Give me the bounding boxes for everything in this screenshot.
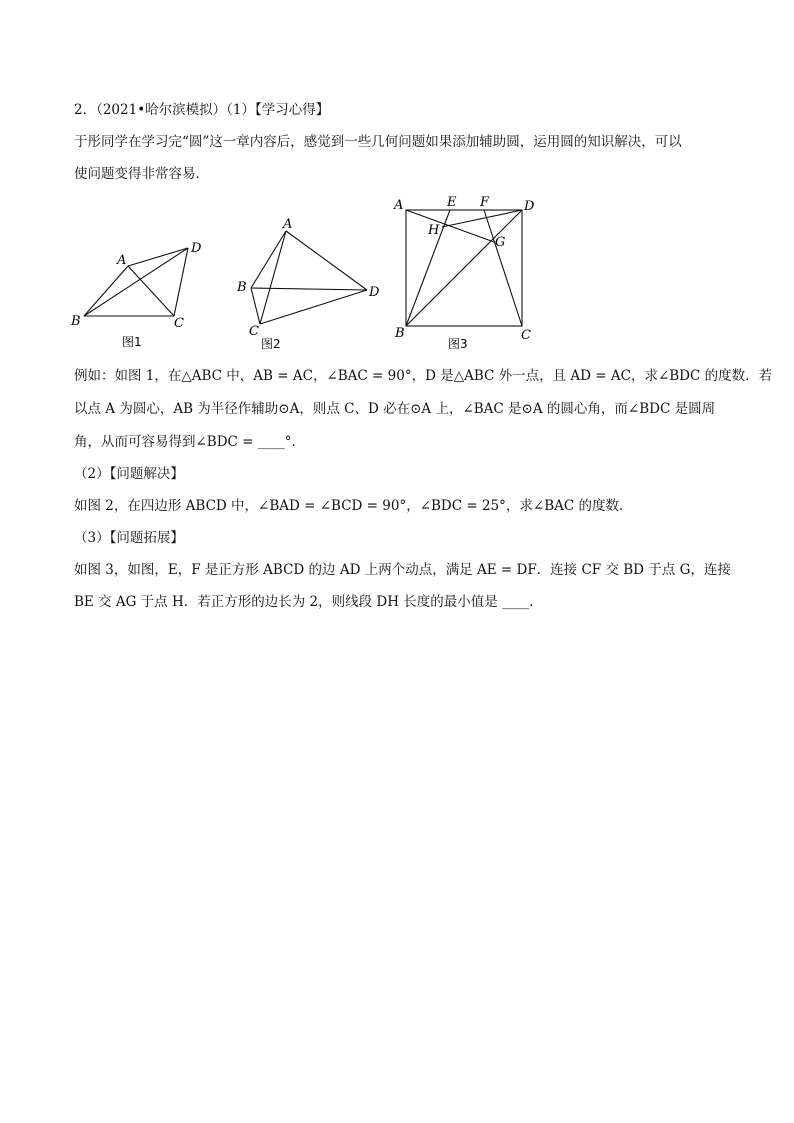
segment-AD bbox=[286, 231, 367, 290]
segment-CF bbox=[484, 210, 522, 326]
label-A: A bbox=[283, 217, 293, 232]
label-B: B bbox=[395, 326, 405, 341]
label-B: B bbox=[237, 280, 247, 295]
part3-header: （3）【问题拓展】 bbox=[74, 530, 184, 546]
label-H: H bbox=[428, 223, 440, 238]
example-line-3: 角，从而可容易得到∠BDC = ____°． bbox=[74, 434, 306, 450]
segment-BD bbox=[84, 248, 188, 316]
intro-line-2: 使问题变得非常容易． bbox=[74, 166, 209, 182]
figure-1 bbox=[68, 234, 218, 354]
label-F: F bbox=[480, 195, 490, 210]
segment-AG bbox=[406, 210, 494, 242]
label-D: D bbox=[524, 199, 535, 214]
label-C: C bbox=[174, 316, 184, 331]
label-A: A bbox=[394, 198, 404, 213]
problem-header: 2．（2021•哈尔滨模拟）（1）【学习心得】 bbox=[74, 102, 330, 118]
segment-BC bbox=[251, 288, 260, 324]
label-G: G bbox=[495, 235, 506, 250]
figure-3 bbox=[390, 192, 550, 357]
segment-HD bbox=[442, 210, 522, 227]
part2-text: 如图 2，在四边形 ABCD 中，∠BAD = ∠BCD = 90°，∠BDC = 25°，求∠BAC 的度数． bbox=[74, 498, 633, 514]
part3-text-1: 如图 3，如图，E，F 是正方形 ABCD 的边 AD 上两个动点，满足 AE = DF．连接 CF 交 BD 于点 G，连接 bbox=[74, 562, 731, 578]
label-D: D bbox=[369, 285, 380, 300]
label-D: D bbox=[191, 241, 202, 256]
part2-header: （2）【问题解决】 bbox=[74, 466, 184, 482]
segment-CD bbox=[260, 290, 367, 324]
label-B: B bbox=[71, 314, 81, 329]
label-E: E bbox=[447, 195, 457, 210]
example-line-1: 例如：如图 1，在△ABC 中，AB = AC，∠BAC = 90°，D 是△ABC 外一点，且 AD = AC，求∠BDC 的度数．若 bbox=[74, 368, 773, 384]
segment-AC bbox=[260, 231, 286, 324]
figure-1-caption: 图1 bbox=[122, 335, 142, 349]
figure-3-caption: 图3 bbox=[448, 337, 468, 351]
segment-AC bbox=[128, 266, 174, 316]
figure-2 bbox=[230, 212, 390, 357]
part3-text-2: BE 交 AG 于点 H．若正方形的边长为 2，则线段 DH 长度的最小值是 ____． bbox=[74, 594, 543, 610]
label-C: C bbox=[521, 328, 531, 343]
label-C: C bbox=[249, 324, 259, 339]
segment-BD bbox=[251, 288, 367, 290]
segment-CD bbox=[174, 248, 188, 316]
diagonal-BD bbox=[406, 210, 522, 326]
figure-2-caption: 图2 bbox=[261, 337, 281, 351]
intro-line-1: 于彤同学在学习完“圆”这一章内容后，感觉到一些几何问题如果添加辅助圆，运用圆的知识解决，可以 bbox=[74, 134, 682, 150]
segment-AB bbox=[251, 231, 286, 288]
example-line-2: 以点 A 为圆心，AB 为半径作辅助⊙A，则点 C、D 必在⊙A 上，∠BAC 是⊙A 的圆心角，而∠BDC 是圆周 bbox=[74, 401, 716, 417]
label-A: A bbox=[117, 253, 127, 268]
segment-AD bbox=[128, 248, 188, 266]
